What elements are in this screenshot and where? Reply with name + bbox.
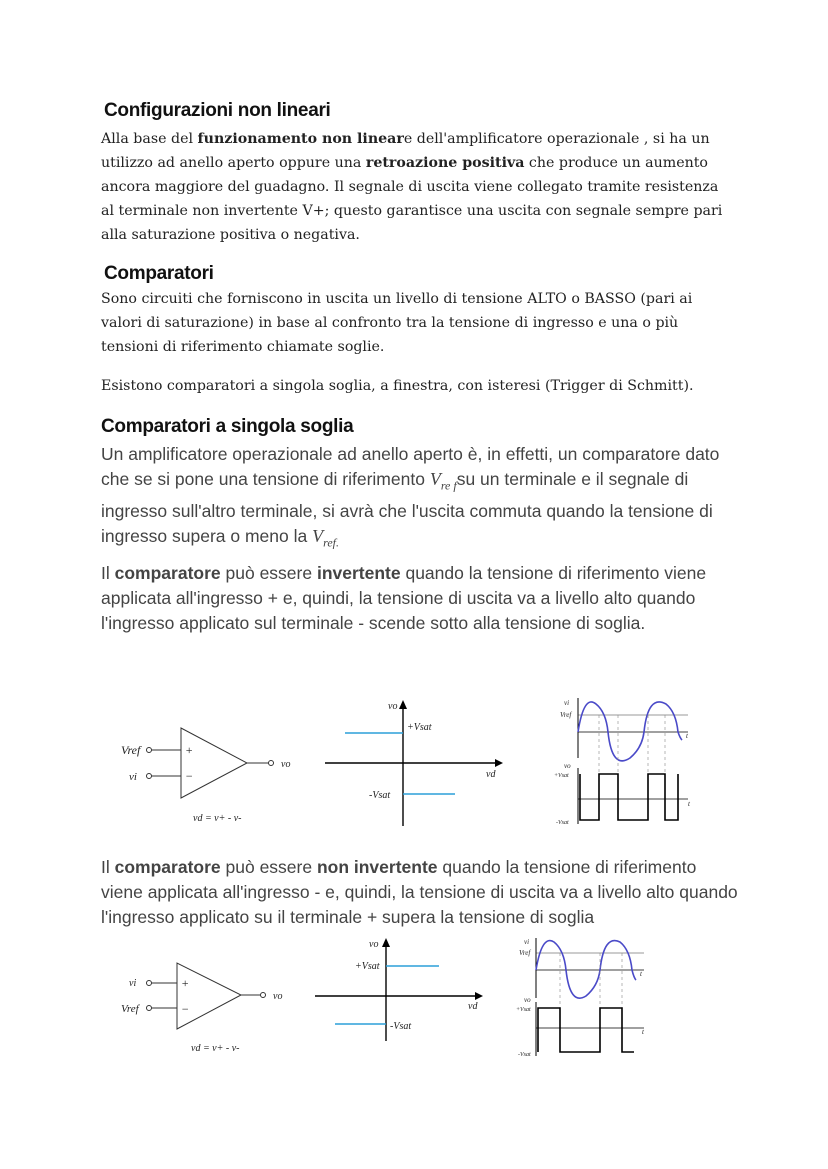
bold-text: invertente: [316, 563, 401, 583]
vref-label: Vref: [560, 711, 572, 719]
text: che produce un aumento ancora maggiore del guadagno. Il segnale di uscita viene collegato tramite resistenza al terminale non invertente V+; questo garantisce una uscita con segnale sempre pari alla saturazione positiva o negativa.: [101, 155, 723, 243]
subscript: re f: [440, 478, 457, 493]
section-title-single-threshold: Comparatori a singola soglia: [101, 416, 354, 437]
vd-formula: vd = v+ - v-: [191, 1043, 240, 1054]
v-letter: V: [429, 469, 441, 489]
waveforms-inverting: [548, 696, 698, 826]
vo-label: vo: [524, 996, 531, 1004]
opamp-non-inverting-schematic: [115, 955, 315, 1065]
bold-text: non invertente: [316, 857, 438, 877]
text: e dell'amplificatore operazionale , si ha un utilizzo ad anello aperto oppure una: [101, 131, 710, 171]
axis-y-label: vo: [388, 701, 398, 712]
input-top-label: Vref: [121, 743, 141, 757]
section-title-comparators: Comparatori: [104, 263, 214, 284]
text: su un terminale e il segnale di ingresso sull'altro terminale, si avrà che l'uscita commuta quando la tensione di ingresso supera o meno la: [101, 469, 713, 546]
paragraph-non-inverting: [101, 855, 741, 930]
vd-formula: vd = v+ - v-: [193, 813, 242, 824]
input-bottom-label: Vref: [121, 1003, 139, 1015]
t-label-bottom: t: [642, 1028, 644, 1036]
text: quando la tensione di riferimento viene applicata all'ingresso + e, quindi, la tensione di uscita va a livello alto quando l'ingresso applicato sul terminale - scende sotto alla tensione di soglia.: [101, 563, 707, 633]
axis-x-label: vd: [468, 1001, 478, 1012]
pos-sat-label: +Vsat: [355, 961, 380, 972]
bold-text: funzionamento non linear: [197, 131, 404, 147]
vref-symbol: [312, 525, 339, 550]
t-label-top: t: [686, 732, 688, 740]
pos-sat-label: +Vsat: [407, 722, 432, 733]
axis-x-label: vd: [486, 769, 496, 780]
input-bottom-label: vi: [129, 771, 137, 783]
neg-sat-label: -Vsat: [369, 790, 391, 801]
text: Alla base del: [101, 131, 198, 147]
text: può essere: [220, 857, 317, 877]
pos-sat-label: +Vsat: [516, 1007, 531, 1013]
waveforms-non-inverting: [516, 936, 666, 1066]
neg-sat-label: -Vsat: [556, 820, 569, 826]
pos-sat-label: +Vsat: [554, 773, 569, 779]
paragraph-nonlinear: [101, 127, 731, 247]
transfer-characteristic-non-inverting: [315, 936, 485, 1046]
subscript: ref.: [323, 535, 339, 550]
vi-label: vi: [564, 699, 570, 707]
paragraph-inverting: [101, 561, 741, 636]
neg-sat-label: -Vsat: [518, 1052, 531, 1058]
text: Un amplificatore operazionale ad anello aperto è, in effetti, un comparatore dato che se si pone una tensione di riferimento: [101, 444, 720, 489]
paragraph-comparators: Sono circuiti che forniscono in uscita un livello di tensione ALTO o BASSO (pari ai valori di saturazione) in base al confronto tra la tensione di ingresso e una o più tensioni di riferimento chiamate soglie.: [101, 291, 693, 355]
minus-sign: −: [181, 1002, 190, 1016]
section-title-nonlinear: Configurazioni non lineari: [104, 100, 331, 121]
vref-symbol: [429, 469, 457, 493]
v-letter: V: [312, 525, 324, 546]
paragraph-comparator-types: Esistono comparatori a singola soglia, a finestra, con isteresi (Trigger di Schmitt).: [101, 378, 694, 394]
bold-text: comparatore: [114, 563, 221, 583]
text: quando la tensione di riferimento viene applicata all'ingresso - e, quindi, la tensione di uscita va a livello alto quando l'ingresso applicato su il terminale + supera la tensione di soglia: [101, 857, 738, 927]
vref-label: Vref: [519, 949, 531, 957]
t-label-bottom: t: [688, 800, 690, 808]
transfer-characteristic-inverting: [325, 698, 505, 828]
output-label: vo: [281, 759, 291, 770]
vi-label: vi: [524, 938, 530, 946]
bold-text: retroazione positiva: [365, 155, 525, 171]
opamp-inverting-schematic: [115, 720, 315, 830]
output-label: vo: [273, 991, 283, 1002]
vo-label: vo: [564, 762, 571, 770]
text: Il: [101, 857, 115, 877]
input-top-label: vi: [129, 978, 137, 989]
text: può essere: [220, 563, 317, 583]
bold-text: comparatore: [114, 857, 221, 877]
axis-y-label: vo: [369, 939, 379, 950]
paragraph-single-threshold: [101, 442, 741, 555]
t-label-top: t: [640, 970, 642, 978]
neg-sat-label: -Vsat: [390, 1021, 412, 1032]
plus-sign: +: [185, 743, 194, 757]
minus-sign: −: [185, 769, 194, 783]
plus-sign: +: [181, 976, 190, 990]
text: Il: [101, 563, 115, 583]
